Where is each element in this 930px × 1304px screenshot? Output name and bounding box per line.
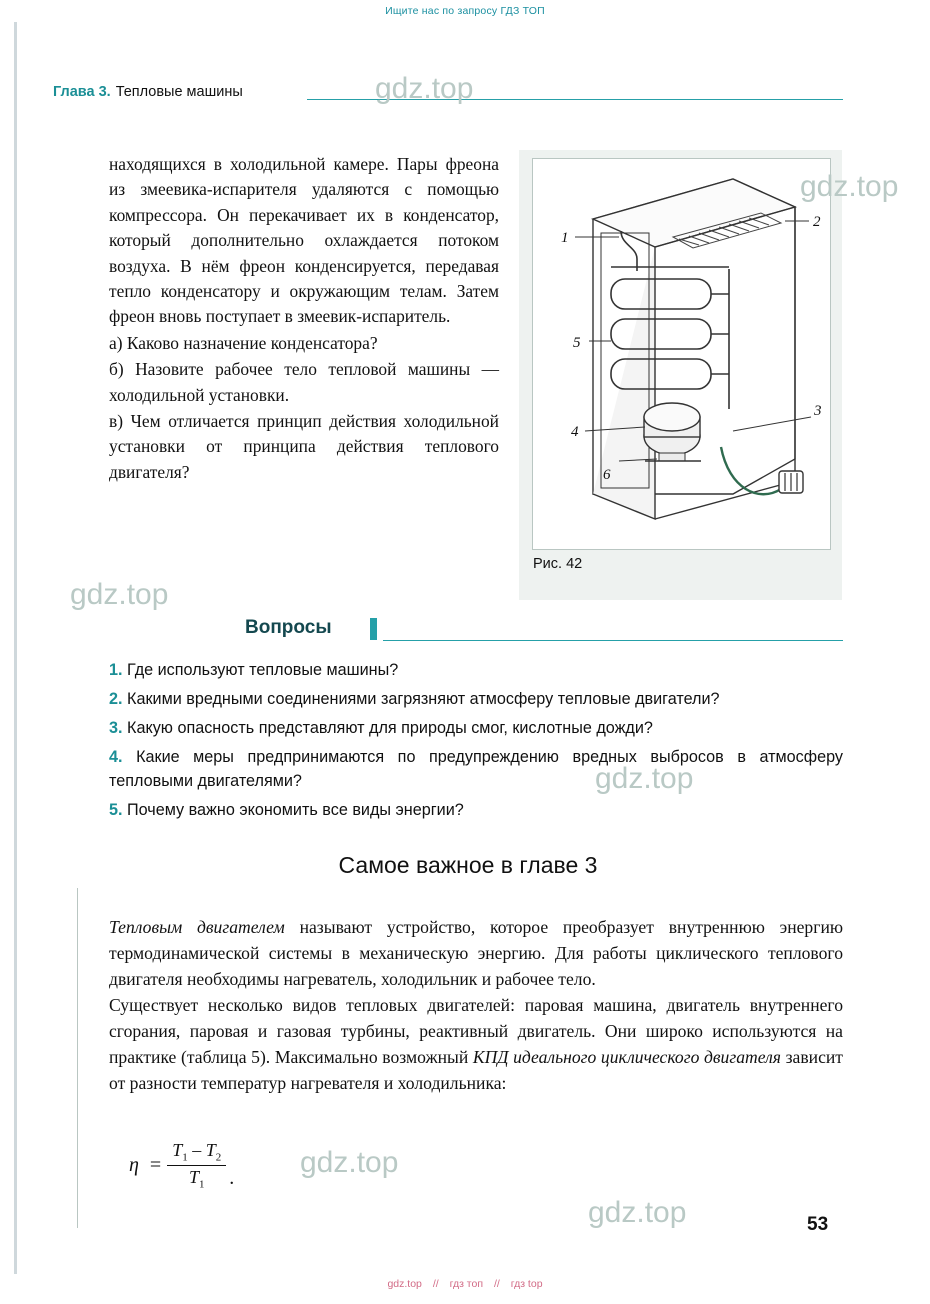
summary-paragraph-2 [109,992,843,1096]
refrigerator-diagram [533,159,830,549]
question-text: Какими вредными соединениями загрязняют атмосферу тепловые двигатели? [127,690,720,708]
numerator-t1-sub: 1 [182,1151,188,1164]
figure-label-1: 1 [561,230,569,246]
sub-question-v: в) Чем отличается принцип действия холодильной установки от принципа действия теплового двигателя? [109,411,499,482]
question-number: 1. [109,661,123,679]
body-text-column [109,152,499,485]
textbook-page [14,22,919,1274]
formula-period: . [229,1167,235,1190]
list-item [109,716,843,740]
numerator-minus: – [192,1140,202,1160]
questions-list [109,658,843,827]
figure-label-6: 6 [603,467,611,483]
list-item [109,658,843,682]
formula-numerator [167,1140,226,1165]
watermark: gdz.top [375,72,474,105]
watermark: gdz.top [588,1196,687,1229]
page-footer [0,1278,930,1290]
summary-term-2: КПД идеального циклического двигателя [472,1047,781,1067]
denominator-sub: 1 [198,1178,205,1191]
footer-link-2[interactable]: гдз топ [449,1278,484,1290]
site-promo-banner: Ищите нас по запросу ГДЗ ТОП [0,0,930,22]
list-item [109,745,843,793]
summary-heading: Самое важное в главе 3 [338,852,598,878]
list-item [109,687,843,711]
header-divider [307,99,843,100]
question-number: 2. [109,690,123,708]
formula-eta: η [129,1153,139,1176]
numerator-t2-sub: 2 [215,1151,222,1164]
numerator-t2-symbol: T [205,1140,216,1160]
paragraph-main: находящихся в холодильной камере. Пары фреона из змеевика-испарителя удаляются с помощью компрессора. Он перекачивает их в конденсатор, который дополнительно охлаждается потоком воздуха. В нём фреон конденсируется, передавая тепло конденсатору и окружающим телам. Затем фреон вновь поступает в змеевик-испаритель. [109,154,499,327]
chapter-number: Глава 3. [53,84,111,100]
watermark: gdz.top [595,762,694,795]
denominator-symbol: T [188,1166,199,1187]
figure-caption: Рис. 42 [533,556,583,572]
formula-fraction [167,1140,226,1190]
formula-denominator [184,1166,210,1191]
question-text: Где используют тепловые машины? [127,661,399,679]
summary-body [109,914,843,1096]
figure-42-frame [532,158,831,550]
watermark: gdz.top [800,170,899,203]
chapter-title: Тепловые машины [115,84,243,100]
list-item [109,798,843,822]
watermark: gdz.top [70,578,169,611]
question-text: Почему важно экономить все виды энергии? [127,801,464,819]
summary-p1-rest: называют устройство, которое преобразует внутреннюю энергию термодинамической системы в механическую энергию. Для работы циклического теплового двигателя необходимы нагреватель, холодильник и рабочее тело. [109,917,843,989]
numerator-t1-symbol: T [172,1140,183,1160]
figure-label-5: 5 [573,335,581,351]
summary-term-1: Тепловым двигателем [109,917,285,937]
figure-label-2: 2 [813,214,821,230]
question-number: 3. [109,719,123,737]
figure-label-3: 3 [814,403,822,419]
footer-separator: // [493,1278,500,1290]
footer-link-3[interactable]: гдз top [510,1278,543,1290]
question-number: 4. [109,748,123,766]
summary-paragraph-1 [109,914,843,992]
sub-question-b: б) Назовите рабочее тело тепловой машины — холодильной установки. [109,359,499,405]
chapter-header [53,84,843,100]
summary-p2-b: зависит от разности температур нагревателя и холодильника: [109,1047,843,1093]
sub-question-a: а) Каково назначение конденсатора? [109,332,378,353]
question-text: Какие меры предпринимаются по предупреждению вредных выбросов в атмосферу тепловыми двигателями? [109,748,843,790]
question-number: 5. [109,801,123,819]
footer-separator: // [432,1278,439,1290]
questions-divider [383,640,843,641]
footer-link-1[interactable]: gdz.top [387,1278,422,1290]
page-number: 53 [807,1214,829,1235]
question-text: Какую опасность представляют для природы смог, кислотные дожди? [127,719,653,737]
watermark: gdz.top [300,1146,399,1179]
questions-heading: Вопросы [245,617,332,638]
efficiency-formula [129,1140,234,1190]
summary-p2-a: Существует несколько видов тепловых двигателей: паровая машина, двигатель внутреннего сгорания, паровая и газовая турбины, реактивный двигатель. Они широко используются на практике (таблица 5). Максимально возможный [109,995,843,1067]
figure-label-4: 4 [571,424,579,440]
summary-side-rule [77,888,78,1228]
figure-42-container [519,150,842,600]
questions-accent-bar [370,618,377,640]
formula-equals: = [149,1153,162,1176]
